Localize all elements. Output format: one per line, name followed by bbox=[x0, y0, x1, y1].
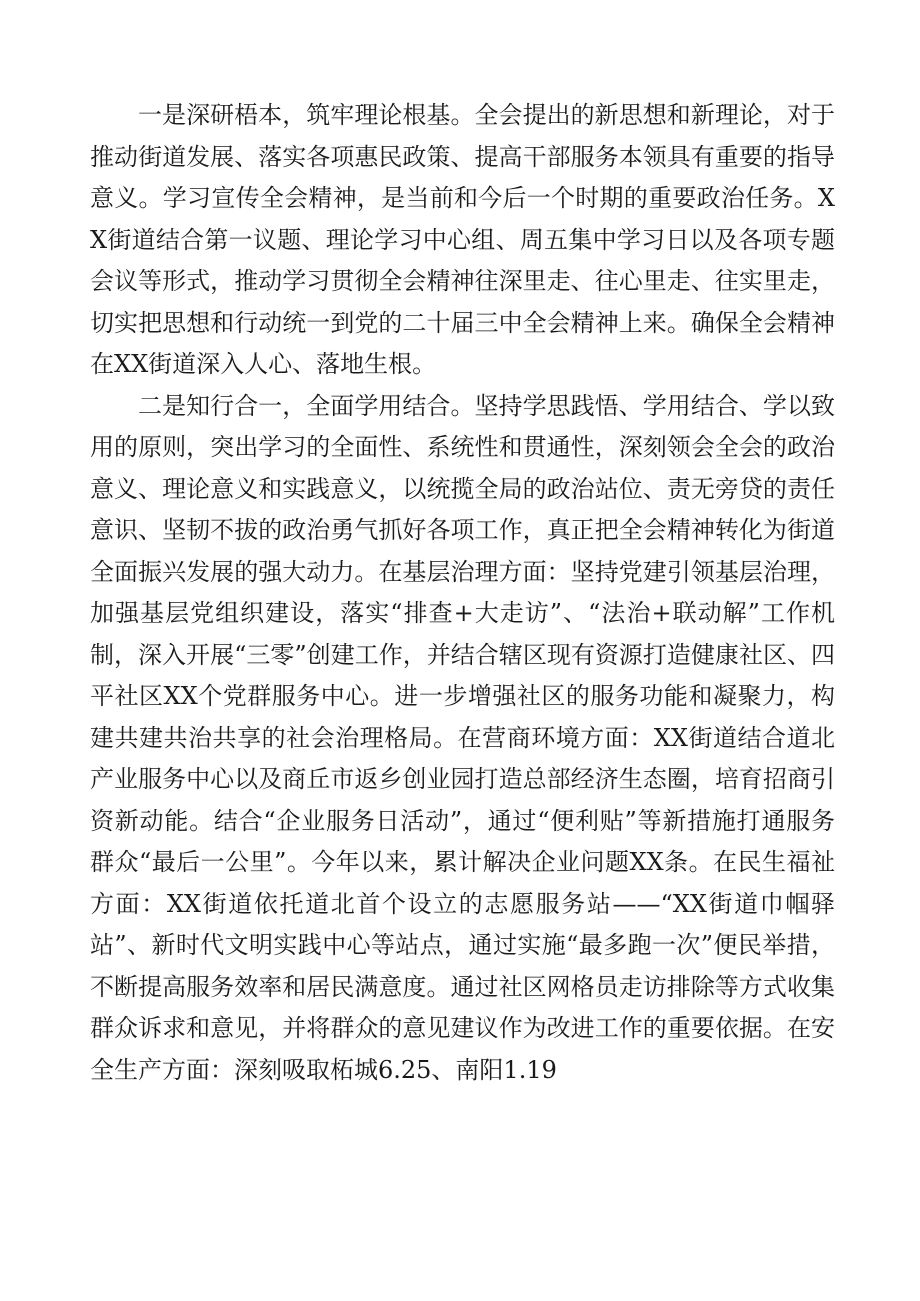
paragraph-1: 一是深研梧本，筑牢理论根基。全会提出的新思想和新理论，对于推动街道发展、落实各项惠民政策、提高干部服务本领具有重要的指导意义。学习宣传全会精神，是当前和今后一个时期的重要政治任务。XX街道结合第一议题、理论学习中心组、周五集中学习日以及各项专题会议等形式，推动学习贯彻全会精神往深里走、往心里走、往实里走，切实把思想和行动统一到党的二十届三中全会精神上来。确保全会精神在XX街道深入人心、落地生根。 bbox=[90, 101, 835, 378]
document-body bbox=[90, 95, 835, 1091]
paragraph-2: 二是知行合一，全面学用结合。坚持学思践悟、学用结合、学以致用的原则，突出学习的全面性、系统性和贯通性，深刻领会全会的政治意义、理论意义和实践意义，以统揽全局的政治站位、责无旁贷的责任意识、坚韧不拔的政治勇气抓好各项工作，真正把全会精神转化为街道全面振兴发展的强大动力。在基层治理方面：坚持党建引领基层治理，加强基层党组织建设，落实“排查+大走访”、“法治+联动解”工作机制，深入开展“三零”创建工作，并结合辖区现有资源打造健康社区、四平社区XX个党群服务中心。进一步增强社区的服务功能和凝聚力，构建共建共治共享的社会治理格局。在营商环境方面：XX街道结合道北产业服务中心以及商丘市返乡创业园打造总部经济生态圈，培育招商引资新动能。结合“企业服务日活动”，通过“便利贴”等新措施打通服务群众“最后一公里”。今年以来，累计解决企业问题XX条。在民生福祉方面：XX街道依托道北首个设立的志愿服务站——“XX街道巾帼驿站”、新时代文明实践中心等站点，通过实施“最多跑一次”便民举措，不断提高服务效率和居民满意度。通过社区网格员走访排除等方式收集群众诉求和意见，并将群众的意见建议作为改进工作的重要依据。在安全生产方面：深刻吸取柘城6.25、南阳1.19 bbox=[90, 391, 835, 1084]
